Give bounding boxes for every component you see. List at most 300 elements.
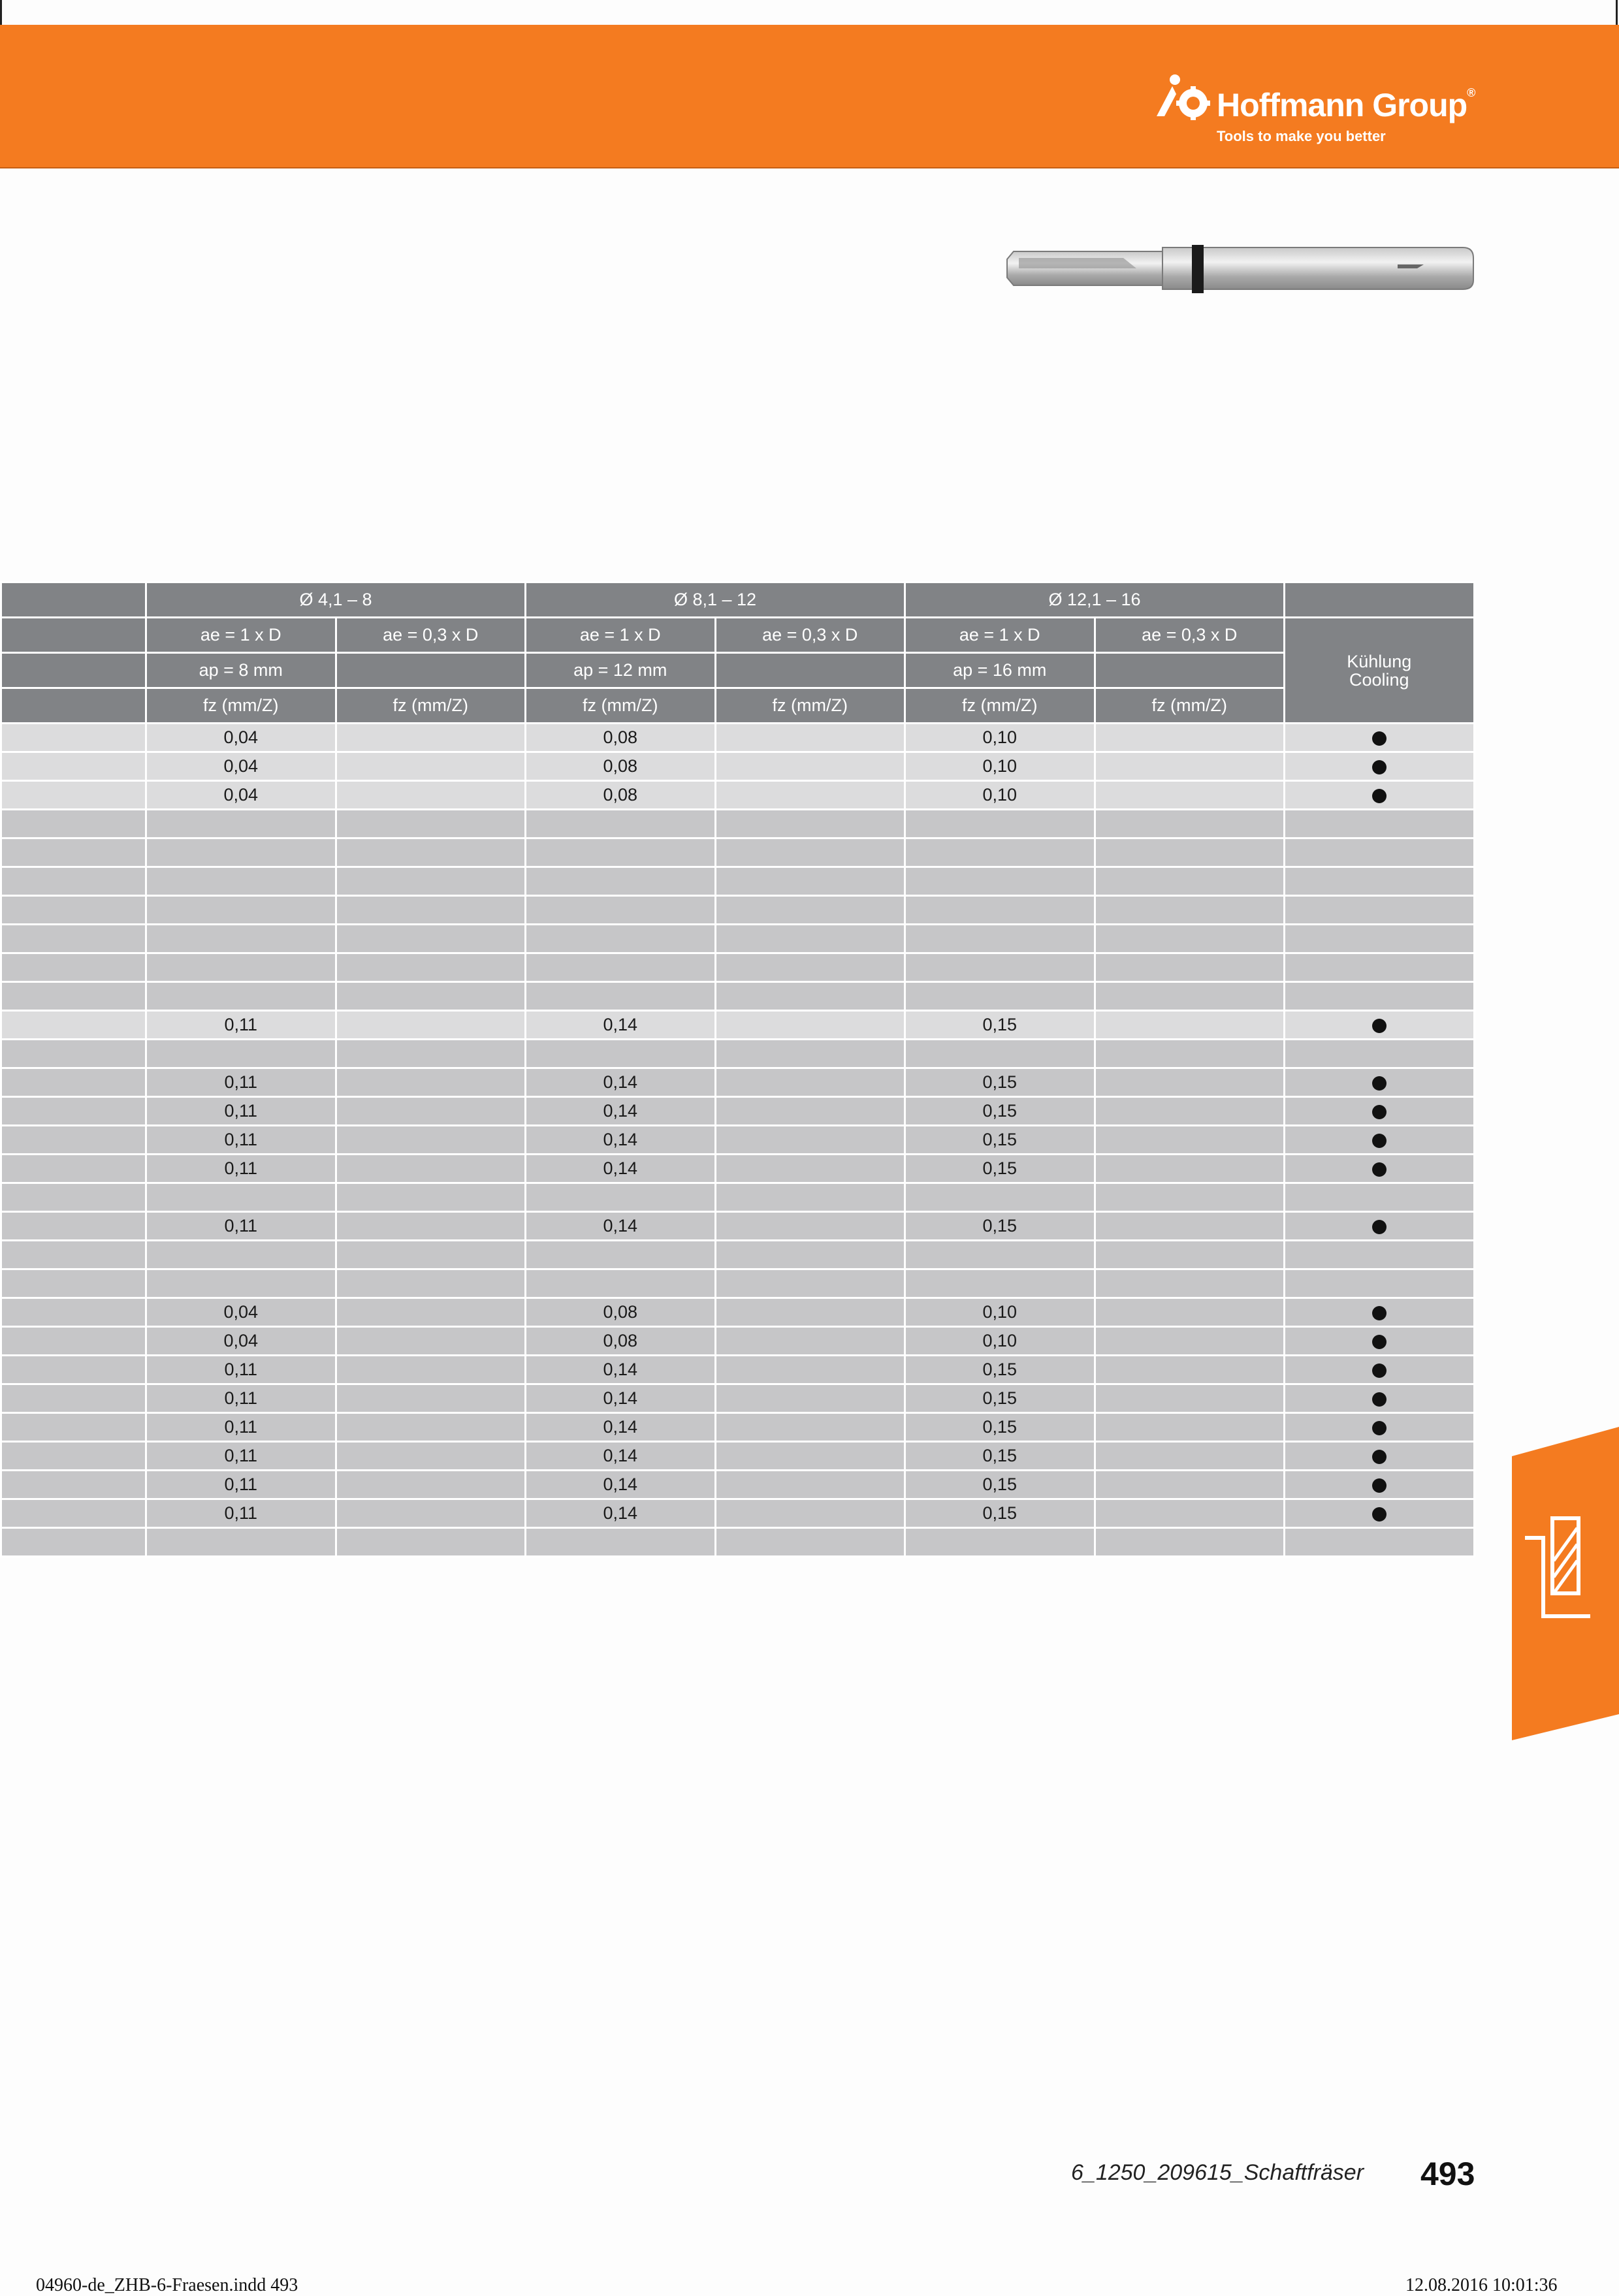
feed-value-cell <box>715 1499 905 1528</box>
feed-value-cell <box>715 1126 905 1155</box>
table-row <box>1 1442 1475 1471</box>
feed-value-cell <box>715 1471 905 1499</box>
feed-value-cell <box>336 1471 526 1499</box>
table-row <box>1 1068 1475 1097</box>
feed-value-cell <box>1095 1011 1285 1040</box>
page-number: 493 <box>1420 2156 1475 2192</box>
feed-value-cell <box>1095 953 1285 982</box>
table-row <box>1 896 1475 925</box>
feed-value-cell: 0,15 <box>905 1011 1095 1040</box>
feed-value-cell <box>146 1269 336 1298</box>
table-row <box>1 1327 1475 1356</box>
feed-value-cell <box>1095 1528 1285 1557</box>
feed-value-cell <box>336 1068 526 1097</box>
fz-label: fz (mm/Z) <box>905 688 1095 724</box>
feed-value-cell <box>526 1183 716 1212</box>
feed-value-cell <box>526 1269 716 1298</box>
feed-value-cell: 0,15 <box>905 1155 1095 1183</box>
cooling-cell <box>1285 867 1475 896</box>
feed-value-cell <box>715 1241 905 1269</box>
feed-value-cell <box>715 1327 905 1356</box>
cooling-cell <box>1285 1413 1475 1442</box>
feed-value-cell: 0,14 <box>526 1413 716 1442</box>
filled-circle-icon <box>1372 1134 1387 1148</box>
row-label-cell <box>1 1442 146 1471</box>
crop-mark-left <box>0 0 2 25</box>
cooling-cell <box>1285 925 1475 953</box>
feed-value-cell <box>526 838 716 867</box>
hoffmann-logo-icon <box>1153 73 1213 124</box>
cooling-cell <box>1285 1442 1475 1471</box>
feed-value-cell: 0,04 <box>146 781 336 810</box>
feed-value-cell <box>1095 1068 1285 1097</box>
feed-value-cell <box>905 867 1095 896</box>
diameter-group-1: Ø 4,1 – 8 <box>146 582 526 618</box>
feed-value-cell <box>905 1183 1095 1212</box>
feed-value-cell: 0,10 <box>905 752 1095 781</box>
filled-circle-icon <box>1372 1450 1387 1464</box>
feed-value-cell <box>526 953 716 982</box>
ae-label: ae = 1 x D <box>905 618 1095 653</box>
feed-value-cell: 0,14 <box>526 1097 716 1126</box>
header-row-diameter <box>1 582 1475 618</box>
feed-value-cell <box>336 867 526 896</box>
feed-value-cell <box>905 1241 1095 1269</box>
fz-label: fz (mm/Z) <box>336 688 526 724</box>
feed-value-cell <box>146 896 336 925</box>
cooling-cell <box>1285 1040 1475 1068</box>
ae-label: ae = 1 x D <box>526 618 716 653</box>
table-row <box>1 867 1475 896</box>
feed-value-cell <box>715 1269 905 1298</box>
row-label-cell <box>1 953 146 982</box>
feed-value-cell: 0,14 <box>526 1384 716 1413</box>
row-label-cell <box>1 1356 146 1384</box>
feed-value-cell <box>146 953 336 982</box>
feed-value-cell <box>1095 1384 1285 1413</box>
feed-value-cell: 0,14 <box>526 1126 716 1155</box>
ae-label: ae = 0,3 x D <box>1095 618 1285 653</box>
filled-circle-icon <box>1372 1162 1387 1177</box>
table-row <box>1 1126 1475 1155</box>
table-row <box>1 1528 1475 1557</box>
table-row <box>1 1212 1475 1241</box>
table-row <box>1 1298 1475 1327</box>
feed-value-cell: 0,11 <box>146 1097 336 1126</box>
feed-value-cell <box>336 781 526 810</box>
feed-value-cell <box>146 982 336 1011</box>
cooling-label-en: Cooling <box>1349 669 1409 690</box>
print-slug-date: 12.08.2016 10:01:36 <box>1405 2275 1558 2295</box>
row-label-cell <box>1 896 146 925</box>
feed-value-cell: 0,11 <box>146 1499 336 1528</box>
feed-value-cell <box>1095 925 1285 953</box>
row-label-cell <box>1 1097 146 1126</box>
feed-value-cell <box>715 1155 905 1183</box>
table-row <box>1 982 1475 1011</box>
table-row <box>1 838 1475 867</box>
feed-value-cell <box>715 925 905 953</box>
feed-value-cell <box>1095 1155 1285 1183</box>
feed-value-cell <box>146 867 336 896</box>
feed-value-cell <box>336 1011 526 1040</box>
row-label-cell <box>1 1298 146 1327</box>
ap-label <box>1095 653 1285 688</box>
cooling-cell <box>1285 1097 1475 1126</box>
feed-value-cell: 0,10 <box>905 781 1095 810</box>
feed-value-cell: 0,11 <box>146 1126 336 1155</box>
feed-value-cell <box>336 1413 526 1442</box>
feed-value-cell <box>715 1298 905 1327</box>
feed-value-cell <box>905 1040 1095 1068</box>
feed-value-cell <box>336 752 526 781</box>
row-label-cell <box>1 1241 146 1269</box>
diameter-group-3: Ø 12,1 – 16 <box>905 582 1285 618</box>
ae-label: ae = 0,3 x D <box>336 618 526 653</box>
feed-value-cell: 0,04 <box>146 752 336 781</box>
feed-value-cell <box>1095 1040 1285 1068</box>
feed-value-cell <box>905 925 1095 953</box>
crop-mark-right <box>1616 0 1618 25</box>
feed-value-cell <box>905 953 1095 982</box>
filled-circle-icon <box>1372 1363 1387 1378</box>
feed-value-cell: 0,14 <box>526 1068 716 1097</box>
cutting-data-table-wrap <box>0 581 1473 1557</box>
table-row <box>1 1356 1475 1384</box>
feed-value-cell <box>715 1068 905 1097</box>
table-row <box>1 724 1475 752</box>
feed-value-cell <box>715 752 905 781</box>
feed-value-cell <box>526 925 716 953</box>
feed-value-cell: 0,14 <box>526 1212 716 1241</box>
filled-circle-icon <box>1372 1335 1387 1349</box>
row-label-cell <box>1 867 146 896</box>
feed-value-cell <box>526 867 716 896</box>
feed-value-cell: 0,11 <box>146 1413 336 1442</box>
feed-value-cell: 0,04 <box>146 1298 336 1327</box>
feed-value-cell: 0,14 <box>526 1499 716 1528</box>
feed-value-cell <box>146 1241 336 1269</box>
feed-value-cell <box>336 1269 526 1298</box>
feed-value-cell: 0,14 <box>526 1356 716 1384</box>
feed-value-cell <box>336 1298 526 1327</box>
feed-value-cell <box>336 1097 526 1126</box>
feed-value-cell <box>715 781 905 810</box>
row-label-cell <box>1 1269 146 1298</box>
feed-value-cell: 0,15 <box>905 1356 1095 1384</box>
feed-value-cell <box>1095 1356 1285 1384</box>
feed-value-cell <box>905 982 1095 1011</box>
filled-circle-icon <box>1372 1421 1387 1435</box>
feed-value-cell <box>715 1183 905 1212</box>
row-label-cell <box>1 1068 146 1097</box>
row-label-cell <box>1 1155 146 1183</box>
feed-value-cell: 0,10 <box>905 1298 1095 1327</box>
row-label-cell <box>1 982 146 1011</box>
row-label-cell <box>1 925 146 953</box>
feed-value-cell <box>1095 810 1285 838</box>
feed-value-cell: 0,11 <box>146 1471 336 1499</box>
row-label-cell <box>1 752 146 781</box>
cooling-cell <box>1285 1384 1475 1413</box>
feed-value-cell <box>905 1528 1095 1557</box>
fz-label: fz (mm/Z) <box>146 688 336 724</box>
row-label-cell <box>1 1040 146 1068</box>
feed-value-cell <box>336 982 526 1011</box>
feed-value-cell <box>526 1040 716 1068</box>
feed-value-cell <box>1095 1327 1285 1356</box>
fz-label: fz (mm/Z) <box>715 688 905 724</box>
cooling-cell <box>1285 982 1475 1011</box>
feed-value-cell <box>336 1356 526 1384</box>
feed-value-cell: 0,15 <box>905 1413 1095 1442</box>
table-row <box>1 810 1475 838</box>
feed-value-cell <box>526 1528 716 1557</box>
feed-value-cell: 0,14 <box>526 1155 716 1183</box>
feed-value-cell: 0,08 <box>526 1298 716 1327</box>
table-body <box>1 724 1475 1557</box>
feed-value-cell <box>336 810 526 838</box>
feed-value-cell <box>905 838 1095 867</box>
feed-value-cell <box>715 724 905 752</box>
ap-label <box>336 653 526 688</box>
diameter-group-2: Ø 8,1 – 12 <box>526 582 905 618</box>
row-label-cell <box>1 1413 146 1442</box>
feed-value-cell: 0,08 <box>526 781 716 810</box>
table-row <box>1 781 1475 810</box>
row-label-cell <box>1 724 146 752</box>
feed-value-cell <box>715 1413 905 1442</box>
feed-value-cell <box>1095 781 1285 810</box>
header-row-fz <box>1 688 1475 724</box>
feed-value-cell <box>526 1241 716 1269</box>
feed-value-cell: 0,08 <box>526 752 716 781</box>
row-label-cell <box>1 1212 146 1241</box>
feed-value-cell <box>336 1126 526 1155</box>
feed-value-cell: 0,14 <box>526 1471 716 1499</box>
table-row <box>1 1097 1475 1126</box>
header-corner <box>1 582 146 618</box>
feed-value-cell <box>715 1384 905 1413</box>
feed-value-cell <box>1095 1413 1285 1442</box>
ap-label: ap = 8 mm <box>146 653 336 688</box>
ae-label: ae = 0,3 x D <box>715 618 905 653</box>
feed-value-cell: 0,11 <box>146 1011 336 1040</box>
cooling-cell <box>1285 1212 1475 1241</box>
table-row <box>1 925 1475 953</box>
filled-circle-icon <box>1372 1507 1387 1522</box>
feed-value-cell: 0,15 <box>905 1384 1095 1413</box>
cooling-cell <box>1285 810 1475 838</box>
feed-value-cell <box>336 1499 526 1528</box>
feed-value-cell: 0,11 <box>146 1442 336 1471</box>
row-label-cell <box>1 1327 146 1356</box>
feed-value-cell: 0,08 <box>526 724 716 752</box>
header-blank-ap <box>1 653 146 688</box>
feed-value-cell: 0,11 <box>146 1068 336 1097</box>
feed-value-cell <box>1095 1471 1285 1499</box>
table-row <box>1 1471 1475 1499</box>
feed-value-cell <box>1095 982 1285 1011</box>
feed-value-cell <box>146 1040 336 1068</box>
feed-value-cell <box>1095 1183 1285 1212</box>
row-label-cell <box>1 1499 146 1528</box>
header-blank-fz <box>1 688 146 724</box>
cooling-cell <box>1285 1327 1475 1356</box>
feed-value-cell: 0,11 <box>146 1356 336 1384</box>
fz-label: fz (mm/Z) <box>1095 688 1285 724</box>
feed-value-cell <box>1095 896 1285 925</box>
cooling-cell <box>1285 724 1475 752</box>
feed-value-cell <box>336 896 526 925</box>
filled-circle-icon <box>1372 1076 1387 1091</box>
feed-value-cell <box>146 810 336 838</box>
cooling-cell <box>1285 752 1475 781</box>
feed-value-cell <box>1095 1212 1285 1241</box>
feed-value-cell <box>336 1040 526 1068</box>
header-blank-ae <box>1 618 146 653</box>
cooling-cell <box>1285 1183 1475 1212</box>
feed-value-cell <box>1095 1269 1285 1298</box>
chapter-side-tab <box>1512 1427 1619 1740</box>
side-tab-shape <box>1512 1427 1619 1740</box>
cooling-cell <box>1285 1528 1475 1557</box>
feed-value-cell <box>526 982 716 1011</box>
feed-value-cell <box>1095 752 1285 781</box>
feed-value-cell <box>905 896 1095 925</box>
header-row-ae <box>1 618 1475 653</box>
header-cooling-top <box>1285 582 1475 618</box>
table-row <box>1 1011 1475 1040</box>
feed-value-cell <box>905 810 1095 838</box>
row-label-cell <box>1 1528 146 1557</box>
cooling-cell <box>1285 953 1475 982</box>
feed-value-cell: 0,04 <box>146 1327 336 1356</box>
feed-value-cell <box>715 867 905 896</box>
feed-value-cell <box>1095 838 1285 867</box>
feed-value-cell: 0,15 <box>905 1471 1095 1499</box>
brand-banner <box>0 25 1619 168</box>
row-label-cell <box>1 1384 146 1413</box>
filled-circle-icon <box>1372 1306 1387 1320</box>
feed-value-cell <box>336 838 526 867</box>
feed-value-cell <box>336 724 526 752</box>
feed-value-cell <box>336 1384 526 1413</box>
table-row <box>1 1413 1475 1442</box>
feed-value-cell <box>715 982 905 1011</box>
header-row-ap <box>1 653 1475 688</box>
cooling-cell <box>1285 1471 1475 1499</box>
registered-mark: ® <box>1467 86 1475 99</box>
feed-value-cell <box>715 1356 905 1384</box>
feed-value-cell <box>715 1212 905 1241</box>
filled-circle-icon <box>1372 731 1387 746</box>
feed-value-cell <box>715 838 905 867</box>
feed-value-cell: 0,10 <box>905 1327 1095 1356</box>
cooling-cell <box>1285 896 1475 925</box>
cooling-header <box>1285 618 1475 724</box>
feed-value-cell <box>336 1528 526 1557</box>
feed-value-cell: 0,15 <box>905 1097 1095 1126</box>
cooling-cell <box>1285 1011 1475 1040</box>
cutting-data-table <box>0 581 1475 1557</box>
table-row <box>1 1384 1475 1413</box>
feed-value-cell <box>1095 1499 1285 1528</box>
table-row <box>1 1155 1475 1183</box>
cooling-cell <box>1285 1298 1475 1327</box>
feed-value-cell <box>336 1241 526 1269</box>
table-row <box>1 1183 1475 1212</box>
feed-value-cell <box>715 1442 905 1471</box>
feed-value-cell: 0,15 <box>905 1068 1095 1097</box>
cooling-cell <box>1285 1126 1475 1155</box>
print-slug-file: 04960-de_ZHB-6-Fraesen.indd 493 <box>36 2275 298 2295</box>
feed-value-cell: 0,11 <box>146 1212 336 1241</box>
filled-circle-icon <box>1372 1019 1387 1033</box>
feed-value-cell: 0,14 <box>526 1011 716 1040</box>
table-row <box>1 953 1475 982</box>
feed-value-cell <box>715 953 905 982</box>
feed-value-cell <box>715 810 905 838</box>
brand-logo <box>1153 73 1479 151</box>
feed-value-cell: 0,15 <box>905 1442 1095 1471</box>
feed-value-cell <box>1095 1241 1285 1269</box>
filled-circle-icon <box>1372 1105 1387 1119</box>
feed-value-cell <box>336 1327 526 1356</box>
feed-value-cell: 0,10 <box>905 724 1095 752</box>
feed-value-cell <box>336 925 526 953</box>
feed-value-cell <box>715 1097 905 1126</box>
feed-value-cell <box>526 896 716 925</box>
feed-value-cell: 0,14 <box>526 1442 716 1471</box>
cooling-cell <box>1285 781 1475 810</box>
row-label-cell <box>1 781 146 810</box>
row-label-cell <box>1 1126 146 1155</box>
cooling-cell <box>1285 1068 1475 1097</box>
end-mill-image <box>1006 238 1476 297</box>
feed-value-cell <box>1095 1442 1285 1471</box>
feed-value-cell <box>146 1183 336 1212</box>
table-row <box>1 1499 1475 1528</box>
feed-value-cell <box>1095 1126 1285 1155</box>
table-row <box>1 1040 1475 1068</box>
filled-circle-icon <box>1372 1392 1387 1407</box>
cooling-cell <box>1285 1499 1475 1528</box>
feed-value-cell <box>1095 867 1285 896</box>
ap-label: ap = 16 mm <box>905 653 1095 688</box>
feed-value-cell <box>526 810 716 838</box>
feed-value-cell <box>905 1269 1095 1298</box>
fz-label: fz (mm/Z) <box>526 688 716 724</box>
filled-circle-icon <box>1372 789 1387 803</box>
page-reference: 6_1250_209615_Schaftfräser <box>1071 2160 1364 2185</box>
cooling-label-de: Kühlung <box>1347 651 1412 671</box>
feed-value-cell: 0,15 <box>905 1126 1095 1155</box>
cooling-cell <box>1285 1356 1475 1384</box>
feed-value-cell: 0,11 <box>146 1155 336 1183</box>
row-label-cell <box>1 810 146 838</box>
feed-value-cell <box>336 1442 526 1471</box>
feed-value-cell: 0,04 <box>146 724 336 752</box>
filled-circle-icon <box>1372 760 1387 774</box>
row-label-cell <box>1 1183 146 1212</box>
feed-value-cell <box>146 838 336 867</box>
cooling-cell <box>1285 1241 1475 1269</box>
feed-value-cell <box>1095 1298 1285 1327</box>
ap-label <box>715 653 905 688</box>
brand-name <box>1217 86 1475 124</box>
table-row <box>1 1241 1475 1269</box>
